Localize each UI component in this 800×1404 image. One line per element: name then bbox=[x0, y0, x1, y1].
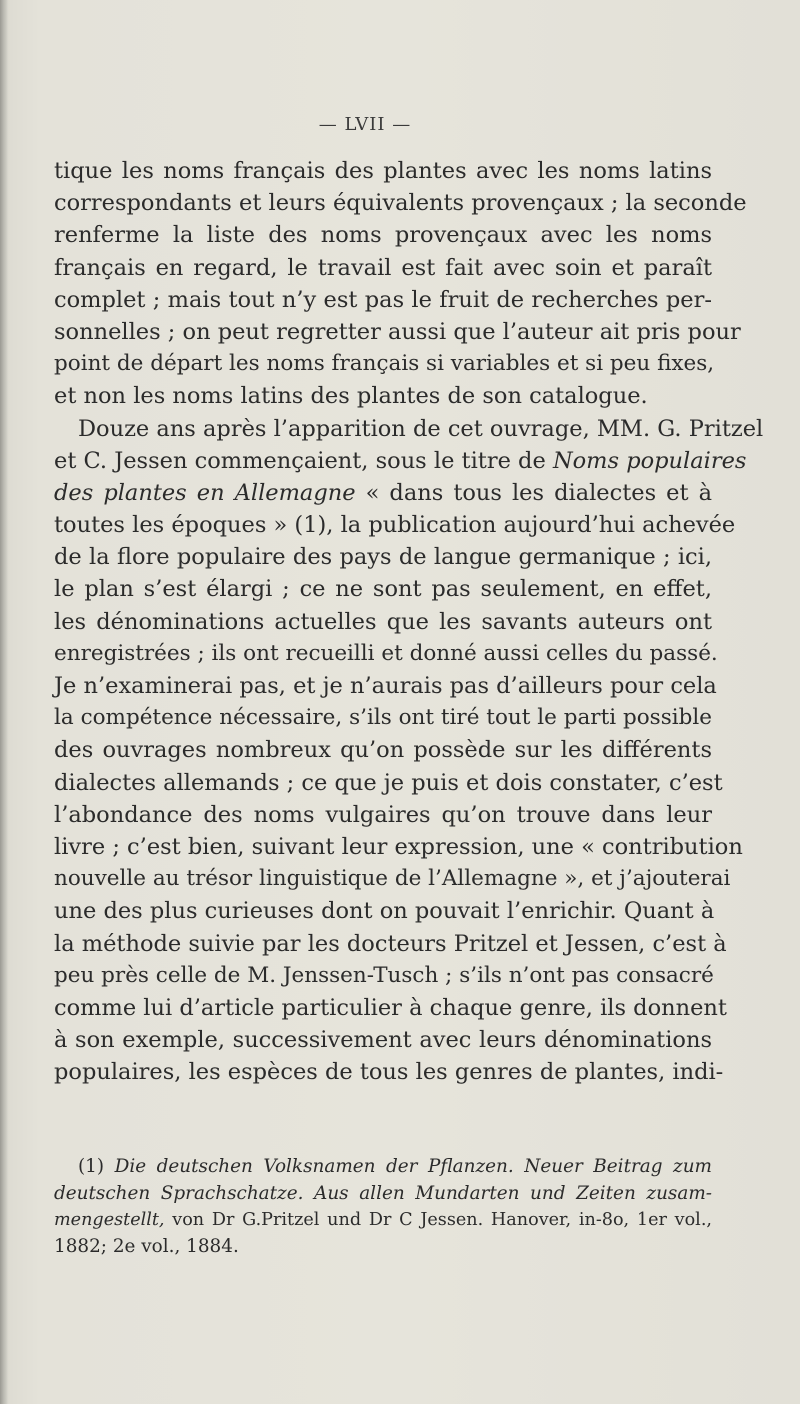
text-line: livre ; c’est bien, suivant leur expression, une « contribution bbox=[54, 833, 743, 860]
footnote-segment: von Dr G.Pritzel und Dr C Jessen. Hanover, in-8o, 1er vol., bbox=[164, 1210, 712, 1230]
text-line: dialectes allemands ; ce que je puis et dois constater, c’est bbox=[54, 769, 723, 796]
page-number: — LVII — bbox=[318, 114, 412, 135]
text-line: Douze ans après l’apparition de cet ouvrage, MM. G. Pritzel bbox=[78, 415, 764, 442]
text-line: correspondants et leurs équivalents provençaux ; la seconde bbox=[54, 190, 747, 217]
body-text bbox=[54, 155, 764, 1088]
text-line: tique les noms français des plantes avec les noms latins bbox=[54, 158, 712, 184]
footnote-line bbox=[54, 1154, 712, 1181]
page-edge bbox=[0, 0, 8, 1404]
text-line: des ouvrages nombreux qu’on possède sur les différents bbox=[54, 737, 712, 764]
text-line: enregistrées ; ils ont recueilli et donné aussi celles du passé. bbox=[54, 640, 718, 666]
text-line: à son exemple, successivement avec leurs dénominations bbox=[54, 1027, 712, 1054]
book-title-italic: Noms populaires bbox=[552, 447, 747, 474]
text-line: la méthode suivie par les docteurs Pritzel et Jessen, c’est à bbox=[54, 930, 727, 957]
text-line: point de départ les noms français si variables et si peu fixes, bbox=[54, 351, 715, 377]
text-line bbox=[54, 445, 747, 477]
footnote-line bbox=[54, 1207, 712, 1234]
text-line: peu près celle de M. Jenssen-Tusch ; s’ils n’ont pas consacré bbox=[54, 962, 714, 988]
book-title-italic: des plantes en Allemagne bbox=[54, 479, 356, 506]
footnote-title-italic: deutschen Sprachschatze. Aus allen Mundarten und Zeiten zusam- bbox=[54, 1182, 712, 1204]
text-line: complet ; mais tout n’y est pas le fruit de recherches per- bbox=[54, 286, 712, 313]
footnote-title-italic: Die deutschen Volksnamen der Pflanzen. Neuer Beitrag zum bbox=[114, 1156, 712, 1177]
text-line: la compétence nécessaire, s’ils ont tiré tout le parti possible bbox=[54, 705, 712, 731]
text-line: le plan s’est élargi ; ce ne sont pas seulement, en effet, bbox=[54, 576, 712, 603]
text-line: renferme la liste des noms provençaux avec les noms bbox=[54, 222, 712, 249]
text-line: l’abondance des noms vulgaires qu’on trouve dans leur bbox=[54, 801, 712, 828]
footnote bbox=[54, 1154, 712, 1260]
text-line: français en regard, le travail est fait avec soin et paraît bbox=[54, 254, 712, 281]
footnote-line bbox=[54, 1181, 712, 1208]
text-line: une des plus curieuses dont on pouvait l’enrichir. Quant à bbox=[54, 898, 715, 925]
text-line: les dénominations actuelles que les savants auteurs ont bbox=[54, 608, 712, 635]
text-segment: et C. Jessen commençaient, sous le titre de bbox=[54, 447, 553, 474]
text-line: de la flore populaire des pays de langue germanique ; ici, bbox=[54, 544, 712, 571]
text-line bbox=[54, 477, 712, 509]
footnote-marker: (1) bbox=[78, 1156, 115, 1177]
text-line: sonnelles ; on peut regretter aussi que l’auteur ait pris pour bbox=[54, 318, 741, 345]
text-line: Je n’examinerai pas, et je n’aurais pas d’ailleurs pour cela bbox=[54, 673, 717, 699]
text-segment: « dans tous les dialectes et à bbox=[355, 479, 712, 506]
text-line: toutes les époques » (1), la publication aujourd’hui achevée bbox=[54, 512, 736, 539]
text-line: et non les noms latins des plantes de son catalogue. bbox=[54, 383, 648, 410]
footnote-title-italic: mengestellt, bbox=[54, 1210, 165, 1230]
footnote-line: 1882; 2e vol., 1884. bbox=[54, 1235, 239, 1257]
text-line: comme lui d’article particulier à chaque genre, ils donnent bbox=[54, 994, 727, 1021]
text-line: nouvelle au trésor linguistique de l’Allemagne », et j’ajouterai bbox=[54, 866, 731, 892]
text-line: populaires, les espèces de tous les genres de plantes, indi- bbox=[54, 1059, 724, 1086]
